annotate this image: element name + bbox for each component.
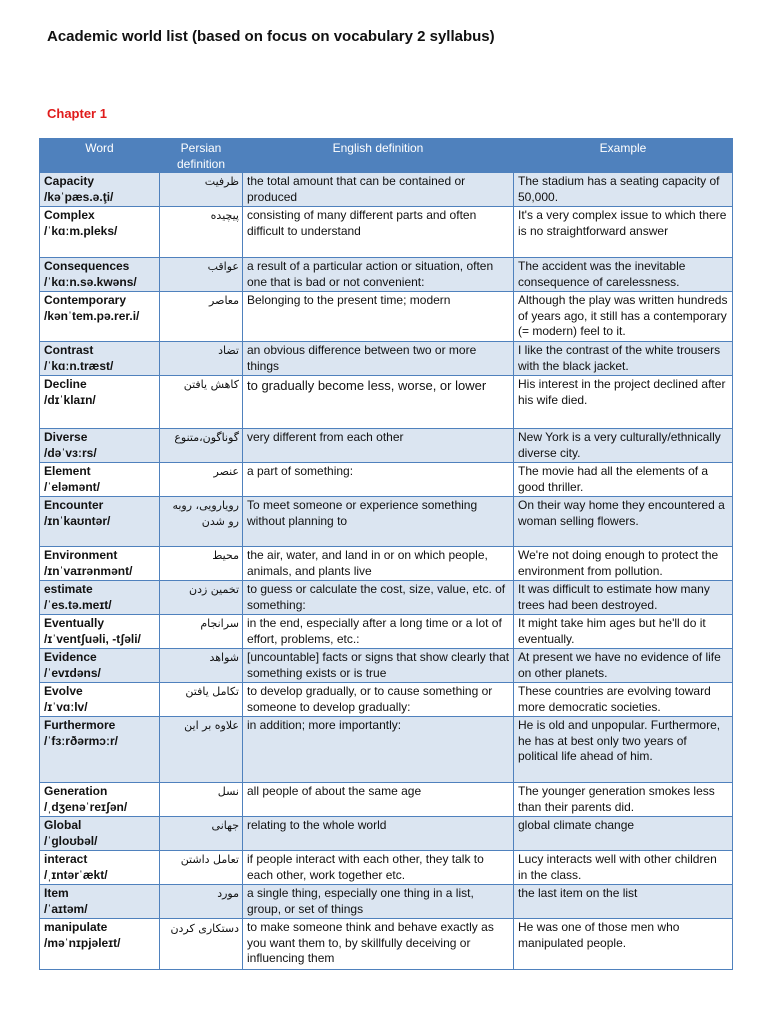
pronunciation: /ˈkɑːn.træst/	[44, 358, 114, 373]
word: Capacity	[44, 174, 95, 188]
document-title: Academic world list (based on focus on vocabulary 2 syllabus)	[47, 28, 495, 45]
example: the last item on the list	[514, 885, 733, 919]
table-row	[40, 615, 733, 649]
header-english: English definition	[243, 139, 514, 173]
word-cell	[40, 817, 160, 851]
english-definition: if people interact with each other, they talk to each other, work together etc.	[243, 851, 514, 885]
pronunciation: /məˈnɪpjəleɪt/	[44, 935, 121, 950]
table-row	[40, 919, 733, 970]
word: Eventually	[44, 616, 105, 630]
example: The movie had all the elements of a good thriller.	[514, 463, 733, 497]
word: Contemporary	[44, 293, 127, 307]
example: It's a very complex issue to which there is no straightforward answer	[514, 207, 733, 258]
persian-definition: تکامل یافتن	[160, 683, 243, 717]
word-cell	[40, 717, 160, 783]
word: Evolve	[44, 684, 83, 698]
pronunciation: /ˈkɑːn.sə.kwəns/	[44, 274, 137, 289]
example: It was difficult to estimate how many trees had been destroyed.	[514, 581, 733, 615]
english-definition: a part of something:	[243, 463, 514, 497]
english-definition: Belonging to the present time; modern	[243, 292, 514, 342]
table-row	[40, 885, 733, 919]
english-definition: a result of a particular action or situation, often one that is bad or not convenient:	[243, 258, 514, 292]
english-definition: an obvious difference between two or more things	[243, 342, 514, 376]
pronunciation: /dɪˈklaɪn/	[44, 392, 96, 407]
table-row	[40, 292, 733, 342]
table-row	[40, 851, 733, 885]
word: Global	[44, 818, 82, 832]
persian-definition: نسل	[160, 783, 243, 817]
english-definition: To meet someone or experience something without planning to	[243, 497, 514, 547]
persian-definition: جهانی	[160, 817, 243, 851]
persian-definition: کاهش یافتن	[160, 376, 243, 429]
persian-definition: مورد	[160, 885, 243, 919]
persian-definition: پیچیده	[160, 207, 243, 258]
table-row	[40, 649, 733, 683]
english-definition: very different from each other	[243, 429, 514, 463]
word-cell	[40, 173, 160, 207]
word-cell	[40, 683, 160, 717]
word: Decline	[44, 377, 87, 391]
table-row	[40, 376, 733, 429]
persian-definition: ظرفیت	[160, 173, 243, 207]
table-row	[40, 581, 733, 615]
pronunciation: /ˈɡloʊbəl/	[44, 833, 98, 848]
example: These countries are evolving toward more democratic societies.	[514, 683, 733, 717]
pronunciation: /ɪnˈkaʊntər/	[44, 513, 111, 528]
pronunciation: /dəˈvɜːrs/	[44, 445, 97, 460]
persian-definition: گوناگون،متنوع	[160, 429, 243, 463]
word: Environment	[44, 548, 118, 562]
english-definition: [uncountable] facts or signs that show clearly that something exists or is true	[243, 649, 514, 683]
header-persian: Persian definition	[160, 139, 243, 173]
english-definition: to guess or calculate the cost, size, value, etc. of something:	[243, 581, 514, 615]
word-cell	[40, 463, 160, 497]
english-definition: to develop gradually, or to cause something or someone to develop gradually:	[243, 683, 514, 717]
english-definition: the total amount that can be contained or produced	[243, 173, 514, 207]
word-cell	[40, 497, 160, 547]
english-definition: relating to the whole world	[243, 817, 514, 851]
english-definition: the air, water, and land in or on which people, animals, and plants live	[243, 547, 514, 581]
persian-definition: رویارویی، روبه رو شدن	[160, 497, 243, 547]
word: estimate	[44, 582, 93, 596]
persian-definition: محیط	[160, 547, 243, 581]
pronunciation: /ˈfɜːrðərmɔːr/	[44, 733, 118, 748]
table-row	[40, 258, 733, 292]
example: The younger generation smokes less than their parents did.	[514, 783, 733, 817]
table-row	[40, 173, 733, 207]
example: He was one of those men who manipulated people.	[514, 919, 733, 970]
table-row	[40, 207, 733, 258]
header-example: Example	[514, 139, 733, 173]
english-definition: a single thing, especially one thing in a list, group, or set of things	[243, 885, 514, 919]
example: New York is a very culturally/ethnically diverse city.	[514, 429, 733, 463]
word: Encounter	[44, 498, 104, 512]
persian-definition: علاوه بر این	[160, 717, 243, 783]
persian-definition: عواقب	[160, 258, 243, 292]
word: Diverse	[44, 430, 88, 444]
example: I like the contrast of the white trousers with the black jacket.	[514, 342, 733, 376]
example: He is old and unpopular. Furthermore, he has at best only two years of political life ahead of him.	[514, 717, 733, 783]
english-definition: consisting of many different parts and often difficult to understand	[243, 207, 514, 258]
persian-definition: شواهد	[160, 649, 243, 683]
chapter-heading: Chapter 1	[47, 106, 107, 121]
english-definition: to make someone think and behave exactly as you want them to, by skillfully deceiving or influencing them	[243, 919, 514, 970]
table-header-row	[40, 139, 733, 173]
table-row	[40, 429, 733, 463]
table-row	[40, 683, 733, 717]
word: Item	[44, 886, 69, 900]
word-cell	[40, 258, 160, 292]
table-row	[40, 817, 733, 851]
pronunciation: /kəˈpæs.ə.ţi/	[44, 189, 114, 204]
table-row	[40, 463, 733, 497]
persian-definition: معاصر	[160, 292, 243, 342]
persian-definition: عنصر	[160, 463, 243, 497]
word-cell	[40, 851, 160, 885]
persian-definition: تخمین زدن	[160, 581, 243, 615]
table-row	[40, 547, 733, 581]
pronunciation: /kənˈtem.pə.rer.i/	[44, 308, 140, 323]
word: Contrast	[44, 343, 94, 357]
vocabulary-table	[39, 138, 733, 970]
word-cell	[40, 342, 160, 376]
word: Evidence	[44, 650, 97, 664]
word-cell	[40, 581, 160, 615]
persian-definition: تعامل داشتن	[160, 851, 243, 885]
pronunciation: /ˈes.tə.meɪt/	[44, 597, 112, 612]
table-row	[40, 783, 733, 817]
word-cell	[40, 429, 160, 463]
word: Consequences	[44, 259, 130, 273]
word-cell	[40, 547, 160, 581]
pronunciation: /ˈevɪdəns/	[44, 665, 101, 680]
english-definition: in the end, especially after a long time or a lot of effort, problems, etc.:	[243, 615, 514, 649]
example: The accident was the inevitable consequence of carelessness.	[514, 258, 733, 292]
persian-definition: دستکاری کردن	[160, 919, 243, 970]
word-cell	[40, 919, 160, 970]
pronunciation: /ɪnˈvaɪrənmənt/	[44, 563, 133, 578]
word-cell	[40, 615, 160, 649]
example: His interest in the project declined after his wife died.	[514, 376, 733, 429]
persian-definition: سرانجام	[160, 615, 243, 649]
example: On their way home they encountered a woman selling flowers.	[514, 497, 733, 547]
persian-definition: تضاد	[160, 342, 243, 376]
word: Furthermore	[44, 718, 116, 732]
example: global climate change	[514, 817, 733, 851]
word: Element	[44, 464, 91, 478]
english-definition: in addition; more importantly:	[243, 717, 514, 783]
pronunciation: /ɪˈvɑːlv/	[44, 699, 88, 714]
word-cell	[40, 292, 160, 342]
pronunciation: /ˈkɑːm.pleks/	[44, 223, 118, 238]
table-row	[40, 342, 733, 376]
example: The stadium has a seating capacity of 50,000.	[514, 173, 733, 207]
word-cell	[40, 649, 160, 683]
english-definition: to gradually become less, worse, or lower	[243, 376, 514, 429]
word-cell	[40, 885, 160, 919]
table-row	[40, 497, 733, 547]
example: At present we have no evidence of life on other planets.	[514, 649, 733, 683]
header-word: Word	[40, 139, 160, 173]
word-cell	[40, 207, 160, 258]
word: Generation	[44, 784, 108, 798]
example: It might take him ages but he'll do it eventually.	[514, 615, 733, 649]
table-row	[40, 717, 733, 783]
word: manipulate	[44, 920, 108, 934]
pronunciation: /ˌdʒenəˈreɪʃən/	[44, 799, 128, 814]
example: We're not doing enough to protect the environment from pollution.	[514, 547, 733, 581]
english-definition: all people of about the same age	[243, 783, 514, 817]
pronunciation: /ɪˈventʃuəli, -tʃəli/	[44, 631, 141, 646]
pronunciation: /ˈeləmənt/	[44, 479, 101, 494]
word: interact	[44, 852, 88, 866]
example: Lucy interacts well with other children in the class.	[514, 851, 733, 885]
pronunciation: /ˌɪntərˈækt/	[44, 867, 108, 882]
word: Complex	[44, 208, 95, 222]
word-cell	[40, 376, 160, 429]
word-cell	[40, 783, 160, 817]
pronunciation: /ˈaɪtəm/	[44, 901, 88, 916]
example: Although the play was written hundreds of years ago, it still has a contemporary (= modern) feel to it.	[514, 292, 733, 342]
